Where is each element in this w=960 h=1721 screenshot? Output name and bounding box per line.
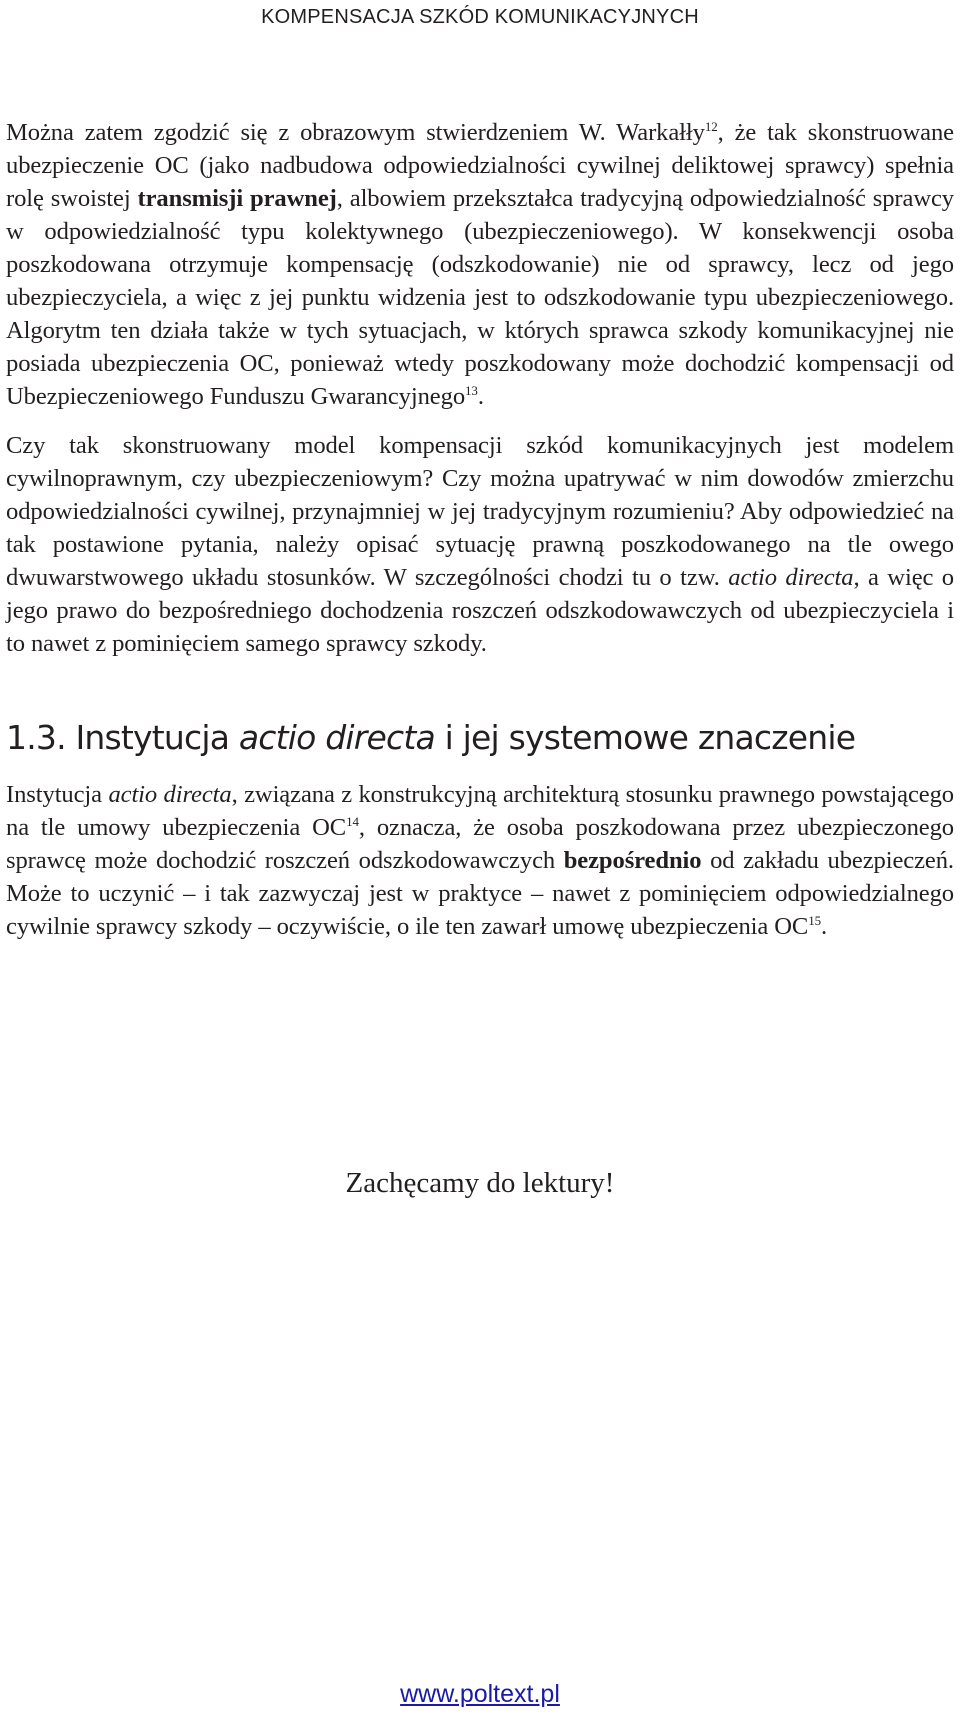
section-heading-end: i jej systemowe znaczenie [434,718,856,757]
paragraph-2-text-b: , a więc o jego prawo do bezpośredniego dochodzenia roszczeń odszkodowawczych od ubezpieczyciela i to nawet z pominięciem samego sprawcy szkody. [6,564,955,657]
paragraph-3-text-b: , związana z konstrukcyjną architekturą stosunku prawnego powstającego na tle umowy ubezpieczenia OC [6,781,955,841]
footnote-ref-12[interactable]: 12 [704,118,718,134]
paragraph-3-text-a: Instytucja [6,781,109,808]
running-header: KOMPENSACJA SZKÓD KOMUNIKACYJNYCH [261,6,699,28]
paragraph-3-text-e: . [821,913,828,940]
bold-term-transmisji-prawnej: transmisji prawnej [137,185,337,212]
paragraph-2 [6,429,954,660]
italic-term-actio-directa-2: actio directa [108,781,232,808]
paragraph-1-text-c: , albowiem przekształca tradycyjną odpowiedzialność sprawcy w odpowiedzialność typu kolektywnego (ubezpieczeniowego). W konsekwencji osoba poszkodowana otrzymuje kompensację (odszkodowanie) nie od sprawcy, lecz od jego ubezpieczyciela, a więc z jej punktu widzenia jest to odszkodowanie typu ubezpieczeniowego. Algorytm ten działa także w tych sytuacjach, w których sprawca szkody komunikacyjnej nie posiada ubezpieczenia OC, ponieważ wtedy poszkodowany może dochodzić kompensacji od Ubezpieczeniowego Funduszu Gwarancyjnego [6,185,954,410]
paragraph-1-text-d: . [477,383,484,410]
footnote-ref-13[interactable]: 13 [465,382,478,398]
footnote-ref-15[interactable]: 15 [808,912,822,928]
paragraph-1 [6,116,954,413]
paragraph-3-text-c: , oznacza, że osoba poszkodowana przez ubezpieczonego sprawcę może dochodzić roszczeń odszkodowawczych [6,814,954,874]
page-body [6,116,954,959]
publisher-website-link[interactable]: www.poltext.pl [400,1680,560,1708]
section-heading [6,716,954,760]
section-heading-start: 1.3. Instytucja [6,718,239,757]
paragraph-3-text-d: od zakładu ubezpieczeń. Może to uczynić – i tak zazwyczaj jest w praktyce – nawet z pominięciem odpowiedzialnego cywilnie sprawcy szkody – oczywiście, o ile ten zawarł umowę ubezpieczenia OC [6,847,954,940]
italic-term-actio-directa: actio directa [728,564,854,591]
footnote-ref-14[interactable]: 14 [346,813,359,829]
paragraph-2-text-a: Czy tak skonstruowany model kompensacji szkód komunikacyjnych jest modelem cywilnoprawnym, czy ubezpieczeniowym? Czy można upatrywać w nim dowodów zmierzchu odpowiedzialności cywilnej, przynajmniej w jej tradycyjnym rozumieniu? Aby odpowiedzieć na tak postawione pytania, należy opisać sytuację prawną poszkodowanego na tle owego dwuwarstwowego układu stosunków. W szczególności chodzi tu o tzw. [6,432,954,591]
bold-term-bezposrednio: bezpośrednio [563,847,702,874]
closing-invitation: Zachęcamy do lektury! [345,1167,615,1199]
paragraph-3 [6,778,954,943]
paragraph-1-text-b: , że tak skonstruowane ubezpieczenie OC (jako nadbudowa odpowiedzialności cywilnej deliktowej sprawcy) spełnia rolę swoistej [6,119,954,212]
section-heading-italic: actio directa [238,718,435,757]
paragraph-1-text-a: Można zatem zgodzić się z obrazowym stwierdzeniem W. Warkałły [6,119,705,146]
